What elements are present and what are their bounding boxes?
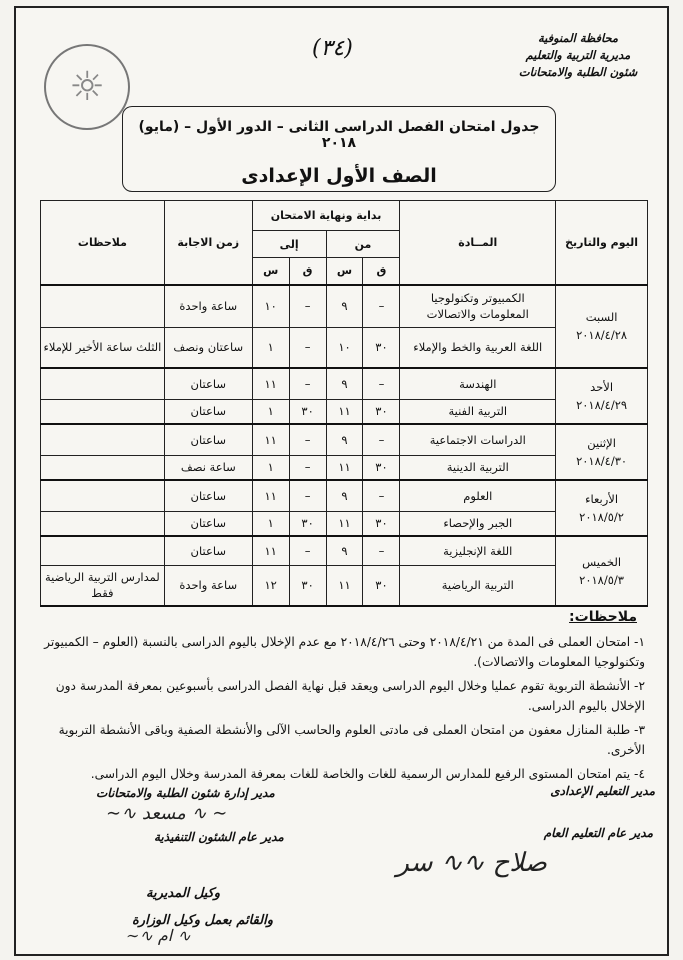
- day-name: السبت: [585, 310, 618, 324]
- from-hour-cell: ١١: [326, 566, 363, 606]
- to-minute-cell: –: [289, 424, 326, 456]
- org-line-1: محافظة المنوفية: [537, 31, 619, 45]
- day-date-cell: [556, 285, 648, 368]
- org-line-2: مديرية التربية والتعليم: [525, 48, 631, 62]
- from-hour-cell: ١١: [326, 456, 363, 480]
- subject-cell: الكمبيوتر وتكنولوجيا المعلومات والاتصالات: [400, 285, 556, 328]
- duration-cell: ساعتان: [164, 512, 252, 536]
- from-minute-cell: ٣٠: [363, 512, 400, 536]
- eagle-seal-icon: ☼: [44, 44, 130, 130]
- table-row: [41, 285, 648, 328]
- duration-cell: ساعتان: [164, 480, 252, 512]
- org-line-3: شئون الطلبة والامتحانات: [518, 65, 638, 79]
- to-minute-cell: –: [289, 536, 326, 566]
- to-hour-cell: ١١: [252, 536, 289, 566]
- from-hour-cell: ٩: [326, 480, 363, 512]
- to-minute-cell: –: [289, 285, 326, 328]
- day-name: الأحد: [590, 379, 614, 394]
- from-hour-cell: ١١: [326, 512, 363, 536]
- to-hour-cell: ١: [252, 512, 289, 536]
- from-minute-cell: –: [363, 285, 400, 328]
- day-date-cell: [556, 368, 648, 424]
- header-to: إلى: [252, 231, 326, 258]
- prep-director-label: مدير التعليم الإعدادى: [550, 784, 655, 798]
- general-director-label: مدير عام التعليم العام: [543, 826, 653, 840]
- table-row: [41, 424, 648, 456]
- from-minute-cell: –: [363, 536, 400, 566]
- subject-cell: التربية الرياضية: [400, 566, 556, 606]
- from-hour-cell: ١٠: [326, 328, 363, 368]
- from-hour-cell: ١١: [326, 400, 363, 424]
- table-row: [41, 480, 648, 512]
- exam-date: ٢٠١٨/٤/٣٠: [576, 453, 628, 468]
- handwritten-signature-icon: ∽ ∿ ﻣﺴﻌﺪ ∿∽: [106, 803, 228, 824]
- to-minute-cell: –: [289, 368, 326, 400]
- note-cell: [41, 400, 165, 424]
- from-minute-cell: –: [363, 480, 400, 512]
- subject-cell: العلوم: [400, 480, 556, 512]
- duration-cell: ساعتان ونصف: [164, 328, 252, 368]
- subject-cell: الهندسة: [400, 368, 556, 400]
- handwritten-signature-icon: ﺻﻼﺡ ∿∿ ﺳﺮ: [396, 848, 547, 878]
- note-cell: الثلث ساعة الأخير للإملاء: [41, 328, 165, 368]
- notes-heading: ملاحظات:: [569, 609, 637, 625]
- exam-date: ٢٠١٨/٤/٢٩: [576, 397, 628, 412]
- to-hour-cell: ١١: [252, 480, 289, 512]
- note-cell: [41, 368, 165, 400]
- table-row: [41, 368, 648, 400]
- exam-date: ٢٠١٨/٥/٣: [579, 572, 624, 587]
- header-start-end: بداية ونهاية الامتحان: [252, 201, 400, 231]
- note-cell: [41, 285, 165, 328]
- duration-cell: ساعتان: [164, 400, 252, 424]
- subject-cell: التربية الدينية: [400, 456, 556, 480]
- note-cell: [41, 512, 165, 536]
- to-hour-cell: ١٢: [252, 566, 289, 606]
- note-cell: لمدارس التربية الرياضية فقط: [41, 566, 165, 606]
- note-cell: [41, 536, 165, 566]
- from-minute-cell: ٣٠: [363, 566, 400, 606]
- to-hour-cell: ١: [252, 328, 289, 368]
- from-minute-cell: ٣٠: [363, 400, 400, 424]
- day-date-cell: [556, 424, 648, 480]
- page-number: (٣٤): [312, 36, 353, 61]
- header-subject: المــادة: [400, 201, 556, 285]
- to-hour-cell: ١١: [252, 424, 289, 456]
- exam-date: ٢٠١٨/٥/٢: [579, 509, 624, 524]
- header-duration: زمن الاجابة: [164, 201, 252, 285]
- header-to-hour: س: [252, 258, 289, 285]
- organization-header: [503, 30, 653, 81]
- acting-undersecretary-label: والقائم بعمل وكيل الوزارة: [132, 913, 273, 928]
- note-item: ٤- يتم امتحان المستوى الرفيع للمدارس الرسمية للغات والخاصة للغات بمعرفة المدرسة وخلال اليوم الدراسى.: [90, 767, 645, 781]
- subject-cell: اللغة العربية والخط والإملاء: [400, 328, 556, 368]
- note-cell: [41, 480, 165, 512]
- grade-title: الصف الأول الإعدادى: [241, 165, 437, 187]
- duration-cell: ساعتان: [164, 368, 252, 400]
- handwritten-signature-icon: ∿ ﺍﻡ ∿∽: [126, 926, 191, 945]
- day-date-cell: [556, 536, 648, 606]
- duration-cell: ساعة واحدة: [164, 285, 252, 328]
- schedule-body: [41, 285, 648, 606]
- note-item: ٣- طلبة المنازل معفون من امتحان العملى فى مادتى العلوم والحاسب الآلى والأنشطة الصفية وباقى الأنشطة التربوية الأخرى.: [58, 723, 645, 757]
- header-from-hour: س: [326, 258, 363, 285]
- to-minute-cell: –: [289, 328, 326, 368]
- subject-cell: التربية الفنية: [400, 400, 556, 424]
- subject-cell: الجبر والإحصاء: [400, 512, 556, 536]
- table-row: [41, 536, 648, 566]
- from-minute-cell: –: [363, 424, 400, 456]
- duration-cell: ساعتان: [164, 424, 252, 456]
- from-minute-cell: –: [363, 368, 400, 400]
- to-minute-cell: –: [289, 480, 326, 512]
- header-notes: ملاحظات: [41, 201, 165, 285]
- day-date-cell: [556, 480, 648, 536]
- to-minute-cell: –: [289, 456, 326, 480]
- from-hour-cell: ٩: [326, 536, 363, 566]
- exam-date: ٢٠١٨/٤/٢٨: [576, 328, 628, 342]
- to-hour-cell: ١: [252, 456, 289, 480]
- subject-cell: اللغة الإنجليزية: [400, 536, 556, 566]
- from-minute-cell: ٣٠: [363, 456, 400, 480]
- subject-cell: الدراسات الاجتماعية: [400, 424, 556, 456]
- note-cell: [41, 424, 165, 456]
- from-hour-cell: ٩: [326, 424, 363, 456]
- exams-director-label: مدير إدارة شئون الطلبة والامتحانات: [96, 786, 275, 800]
- duration-cell: ساعتان: [164, 536, 252, 566]
- day-name: الأربعاء: [585, 491, 619, 506]
- title-box: [122, 106, 556, 192]
- from-hour-cell: ٩: [326, 368, 363, 400]
- exam-title: جدول امتحان الفصل الدراسى الثانى – الدور الأول – (مايو) ٢٠١٨: [138, 119, 540, 151]
- document-page: [14, 6, 669, 956]
- header-from-minute: ق: [363, 258, 400, 285]
- exam-schedule-table: [40, 200, 648, 607]
- to-hour-cell: ١: [252, 400, 289, 424]
- duration-cell: ساعة نصف: [164, 456, 252, 480]
- header-to-minute: ق: [289, 258, 326, 285]
- header-day-date: اليوم والتاريخ: [556, 201, 648, 285]
- note-cell: [41, 456, 165, 480]
- day-name: الخميس: [582, 554, 622, 569]
- to-hour-cell: ١١: [252, 368, 289, 400]
- duration-cell: ساعة واحدة: [164, 566, 252, 606]
- to-hour-cell: ١٠: [252, 285, 289, 328]
- to-minute-cell: ٣٠: [289, 566, 326, 606]
- to-minute-cell: ٣٠: [289, 400, 326, 424]
- day-name: الإثنين: [587, 435, 616, 450]
- note-item: ١- امتحان العملى فى المدة من ٢٠١٨/٤/٢١ وحتى ٢٠١٨/٤/٢٦ مع عدم الإخلال باليوم الدراسى بالنسبة (العلوم – الكمبيوتر وتكنولوجيا المعلومات والاتصالات).: [44, 635, 645, 669]
- executive-director-label: مدير عام الشئون التنفيذية: [154, 830, 284, 844]
- header-from: من: [326, 231, 400, 258]
- from-hour-cell: ٩: [326, 285, 363, 328]
- deputy-label: وكيل المديرية: [146, 886, 221, 901]
- to-minute-cell: ٣٠: [289, 512, 326, 536]
- from-minute-cell: ٣٠: [363, 328, 400, 368]
- note-item: ٢- الأنشطة التربوية تقوم عمليا وخلال اليوم الدراسى ويعقد قبل نهاية الفصل الدراسى بأسبوعين بمعرفة المدرسة دون الإخلال باليوم الدراسى.: [55, 679, 645, 713]
